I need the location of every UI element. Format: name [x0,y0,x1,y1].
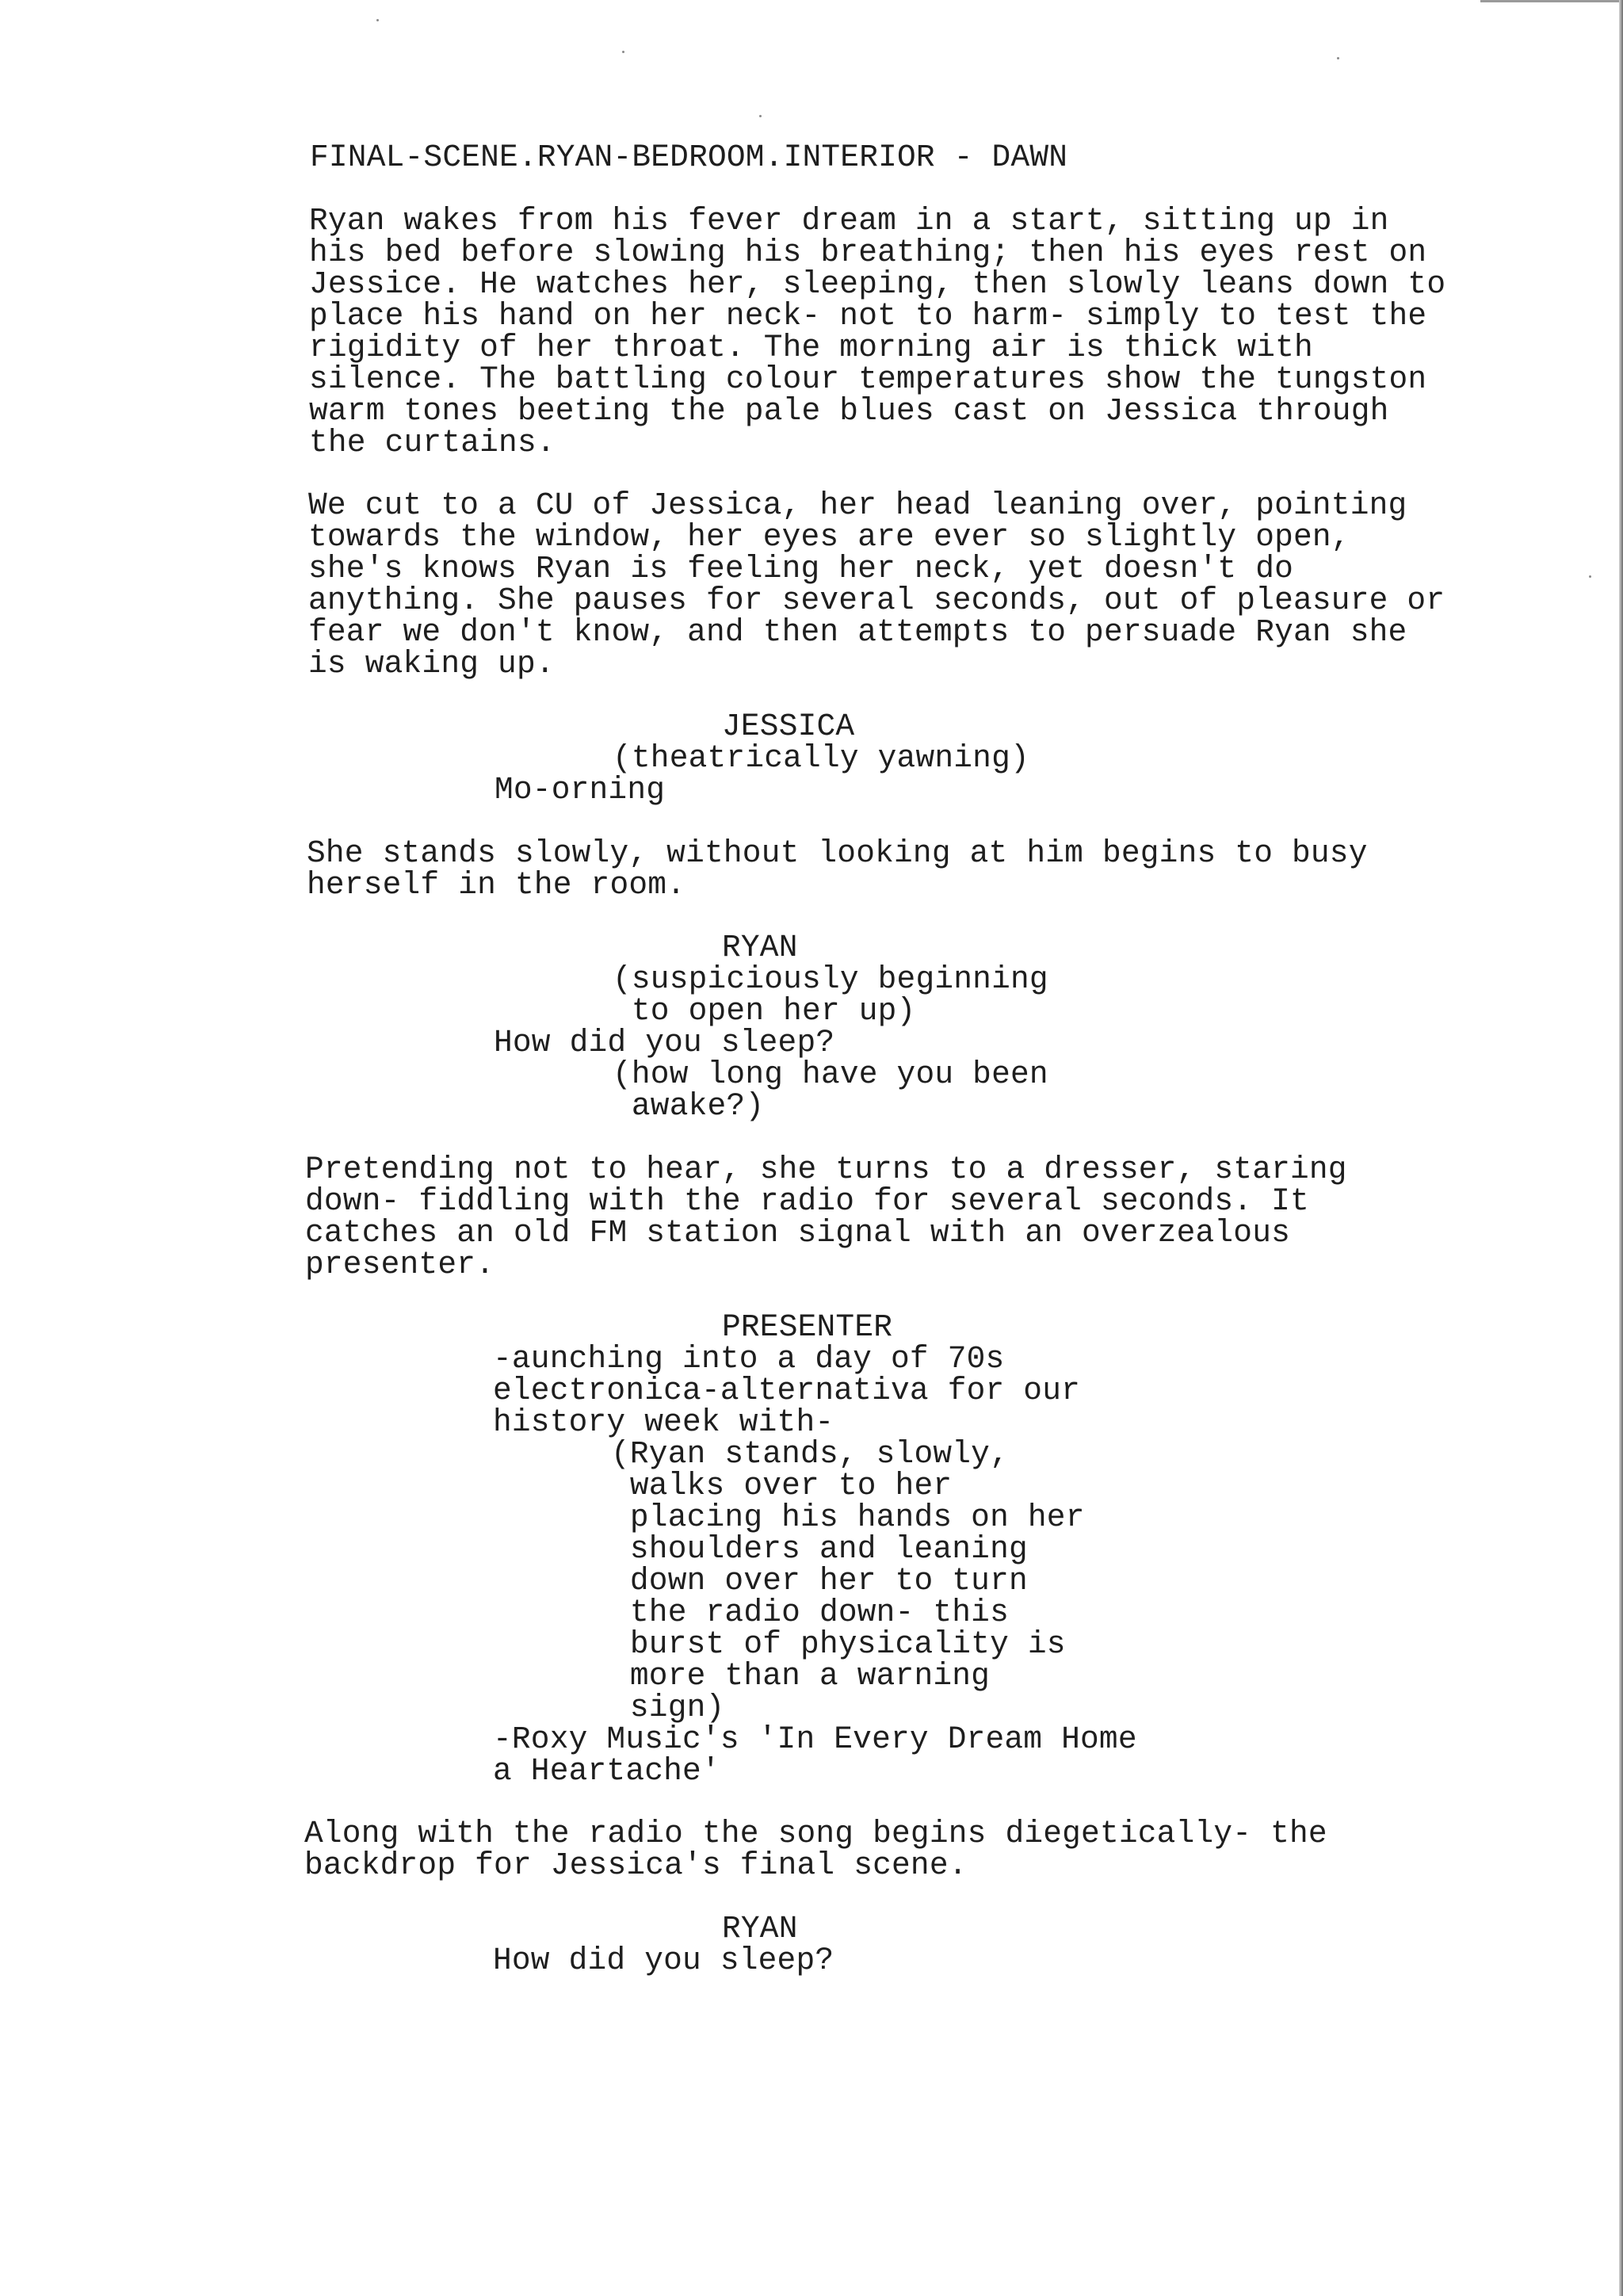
dialogue-line: -Roxy Music's 'In Every Dream Home [493,1721,1137,1757]
parenthetical: shoulders and leaning [611,1531,1028,1567]
parenthetical: the radio down- this [611,1595,1009,1630]
dialogue-line: Mo-orning [495,772,666,808]
action-line: herself in the room. [307,867,686,903]
parenthetical: (suspiciously beginning [613,961,1048,997]
dialogue-line: electronica-alternativa for our [493,1373,1081,1408]
scan-speck [759,115,762,117]
character-name: RYAN [722,930,798,965]
action-line: down- fiddling with the radio for several seconds. It [305,1183,1309,1219]
character-name: PRESENTER [722,1309,893,1345]
parenthetical: (how long have you been [613,1056,1048,1092]
scan-artifact-top [1480,0,1623,2]
dialogue-line: How did you sleep? [493,1943,834,1978]
parenthetical: more than a warning [611,1658,991,1694]
action-line: is waking up. [308,646,555,682]
action-line: Jessice. He watches her, sleeping, then slowly leans down to [309,266,1446,302]
scan-speck [1589,575,1591,578]
action-line: his bed before slowing his breathing; then his eyes rest on [309,235,1427,270]
parenthetical: (Ryan stands, slowly, [611,1436,1009,1472]
action-line: anything. She pauses for several seconds, out of pleasure or [308,583,1445,618]
scan-edge-shadow [1619,0,1623,2296]
character-name: RYAN [722,1911,798,1946]
parenthetical: placing his hands on her [611,1499,1085,1535]
action-line: rigidity of her throat. The morning air is thick with [309,330,1313,365]
parenthetical: (theatrically yawning) [613,740,1029,776]
action-line: she's knows Ryan is feeling her neck, yet doesn't do [308,551,1294,586]
action-line: backdrop for Jessica's final scene. [304,1847,968,1883]
action-line: towards the window, her eyes are ever so slightly open, [308,519,1350,555]
dialogue-line: -aunching into a day of 70s [493,1341,1005,1377]
action-line: Ryan wakes from his fever dream in a start, sitting up in [309,203,1389,239]
action-line: Pretending not to hear, she turns to a dresser, staring [305,1152,1347,1187]
parenthetical: sign) [611,1690,725,1725]
action-line: presenter. [305,1247,495,1282]
parenthetical: walks over to her [611,1468,953,1503]
action-line: warm tones beeting the pale blues cast on Jessica through [309,393,1389,429]
action-line: fear we don't know, and then attempts to persuade Ryan she [308,614,1407,650]
action-line: We cut to a CU of Jessica, her head leaning over, pointing [308,487,1407,523]
scan-speck [622,51,624,53]
scene-heading: FINAL-SCENE.RYAN-BEDROOM.INTERIOR - DAWN [310,139,1068,175]
action-line: She stands slowly, without looking at him begins to busy [307,835,1368,871]
action-line: silence. The battling colour temperatures show the tungston [309,361,1427,397]
scan-speck [376,19,379,21]
parenthetical: awake?) [613,1088,765,1124]
action-line: the curtains. [309,425,556,460]
scan-speck [1337,57,1339,59]
parenthetical: down over her to turn [611,1563,1028,1599]
dialogue-line: history week with- [493,1404,834,1440]
dialogue-line: How did you sleep? [494,1025,835,1060]
parenthetical: to open her up) [613,993,916,1029]
action-line: catches an old FM station signal with an overzealous [305,1215,1291,1251]
parenthetical: burst of physicality is [611,1626,1066,1662]
dialogue-line: a Heartache' [493,1753,720,1789]
action-line: Along with the radio the song begins diegetically- the [304,1816,1327,1851]
character-name: JESSICA [722,709,855,744]
action-line: place his hand on her neck- not to harm- simply to test the [309,298,1427,334]
